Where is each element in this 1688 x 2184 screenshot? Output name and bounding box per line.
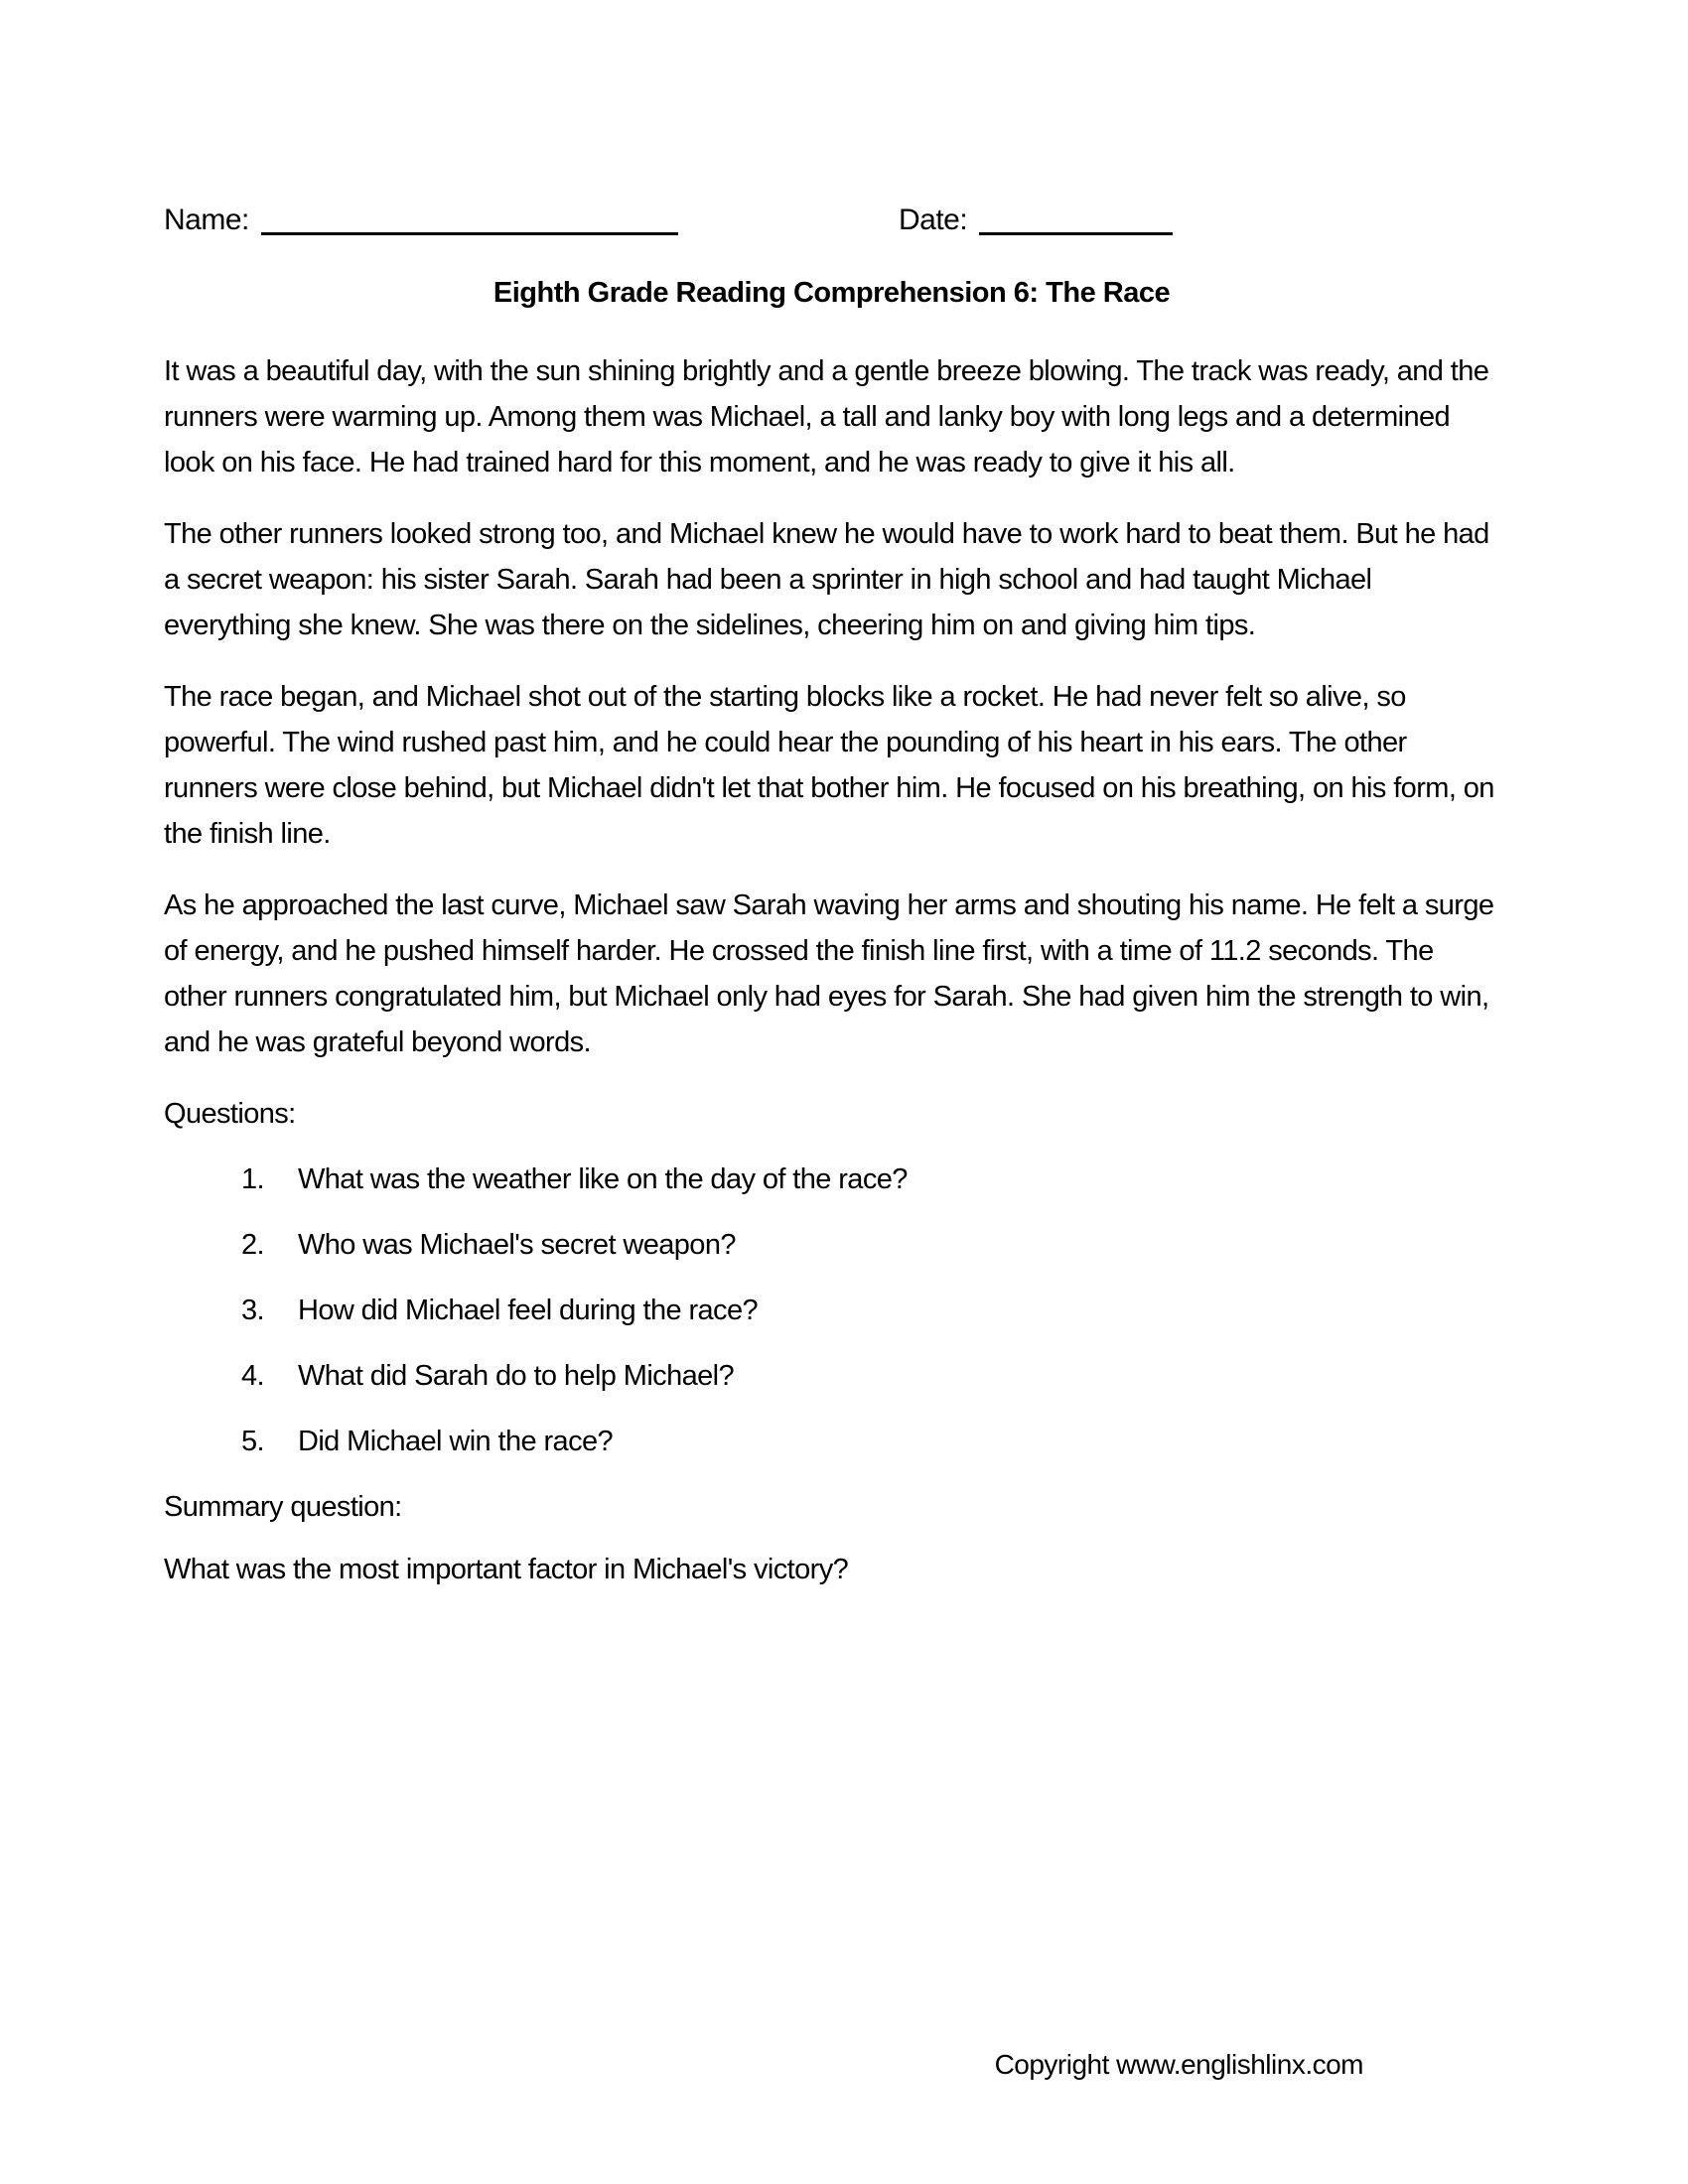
question-item-5 <box>164 1419 1499 1464</box>
name-blank-line <box>261 222 678 235</box>
passage-paragraph-3: The race began, and Michael shot out of the starting blocks like a rocket. He had never felt so alive, so powerful. The wind rushed past him, and he could hear the pounding of his heart in his ears. The other runners were close behind, but Michael didn't let that bother him. He focused on his breathing, on his form, on the finish line. <box>164 681 1494 850</box>
question-item-3 <box>164 1288 1499 1333</box>
question-text: Did Michael win the race? <box>298 1426 614 1457</box>
reading-passage <box>164 348 1499 1065</box>
worksheet-content <box>164 204 1499 1592</box>
page-title: Eighth Grade Reading Comprehension 6: The Race <box>492 277 1171 309</box>
passage-paragraph-1: It was a beautiful day, with the sun shining brightly and a gentle breeze blowing. The track was ready, and the runners were warming up. Among them was Michael, a tall and lanky boy with long legs and a determined look on his face. He had trained hard for this moment, and he was ready to give it his all. <box>164 355 1489 478</box>
copyright-text: Copyright www.englishlinx.com <box>994 2049 1363 2080</box>
name-label: Name: <box>164 204 249 236</box>
question-text: What was the weather like on the day of the race? <box>298 1163 908 1195</box>
summary-question: What was the most important factor in Michael's victory? <box>164 1554 849 1585</box>
question-number: 3. <box>241 1295 264 1326</box>
summary-heading: Summary question: <box>164 1491 402 1523</box>
question-list <box>164 1157 1499 1464</box>
question-number: 2. <box>241 1229 264 1261</box>
question-text: Who was Michael's secret weapon? <box>298 1229 736 1261</box>
name-date-row <box>164 204 1499 245</box>
date-field <box>899 204 1173 237</box>
passage-paragraph-2: The other runners looked strong too, and Michael knew he would have to work hard to beat them. But he had a secret weapon: his sister Sarah. Sarah had been a sprinter in high school and had taught Michael everything she knew. She was there on the sidelines, cheering him on and giving him tips. <box>164 518 1489 641</box>
question-item-1 <box>164 1157 1499 1202</box>
name-field <box>164 204 678 237</box>
question-text: How did Michael feel during the race? <box>298 1295 759 1326</box>
date-label: Date: <box>899 204 968 236</box>
questions-heading: Questions: <box>164 1098 296 1130</box>
question-number: 1. <box>241 1163 264 1195</box>
date-blank-line <box>979 222 1173 235</box>
question-number: 5. <box>241 1426 264 1457</box>
question-text: What did Sarah do to help Michael? <box>298 1360 735 1392</box>
question-item-2 <box>164 1222 1499 1268</box>
passage-paragraph-4: As he approached the last curve, Michael saw Sarah waving her arms and shouting his name. He felt a surge of energy, and he pushed himself harder. He crossed the finish line first, with a time of 11.2 seconds. The other runners congratulated him, but Michael only had eyes for Sarah. She had given him the strength to win, and he was grateful beyond words. <box>164 889 1494 1058</box>
question-number: 4. <box>241 1360 264 1392</box>
question-item-4 <box>164 1353 1499 1399</box>
